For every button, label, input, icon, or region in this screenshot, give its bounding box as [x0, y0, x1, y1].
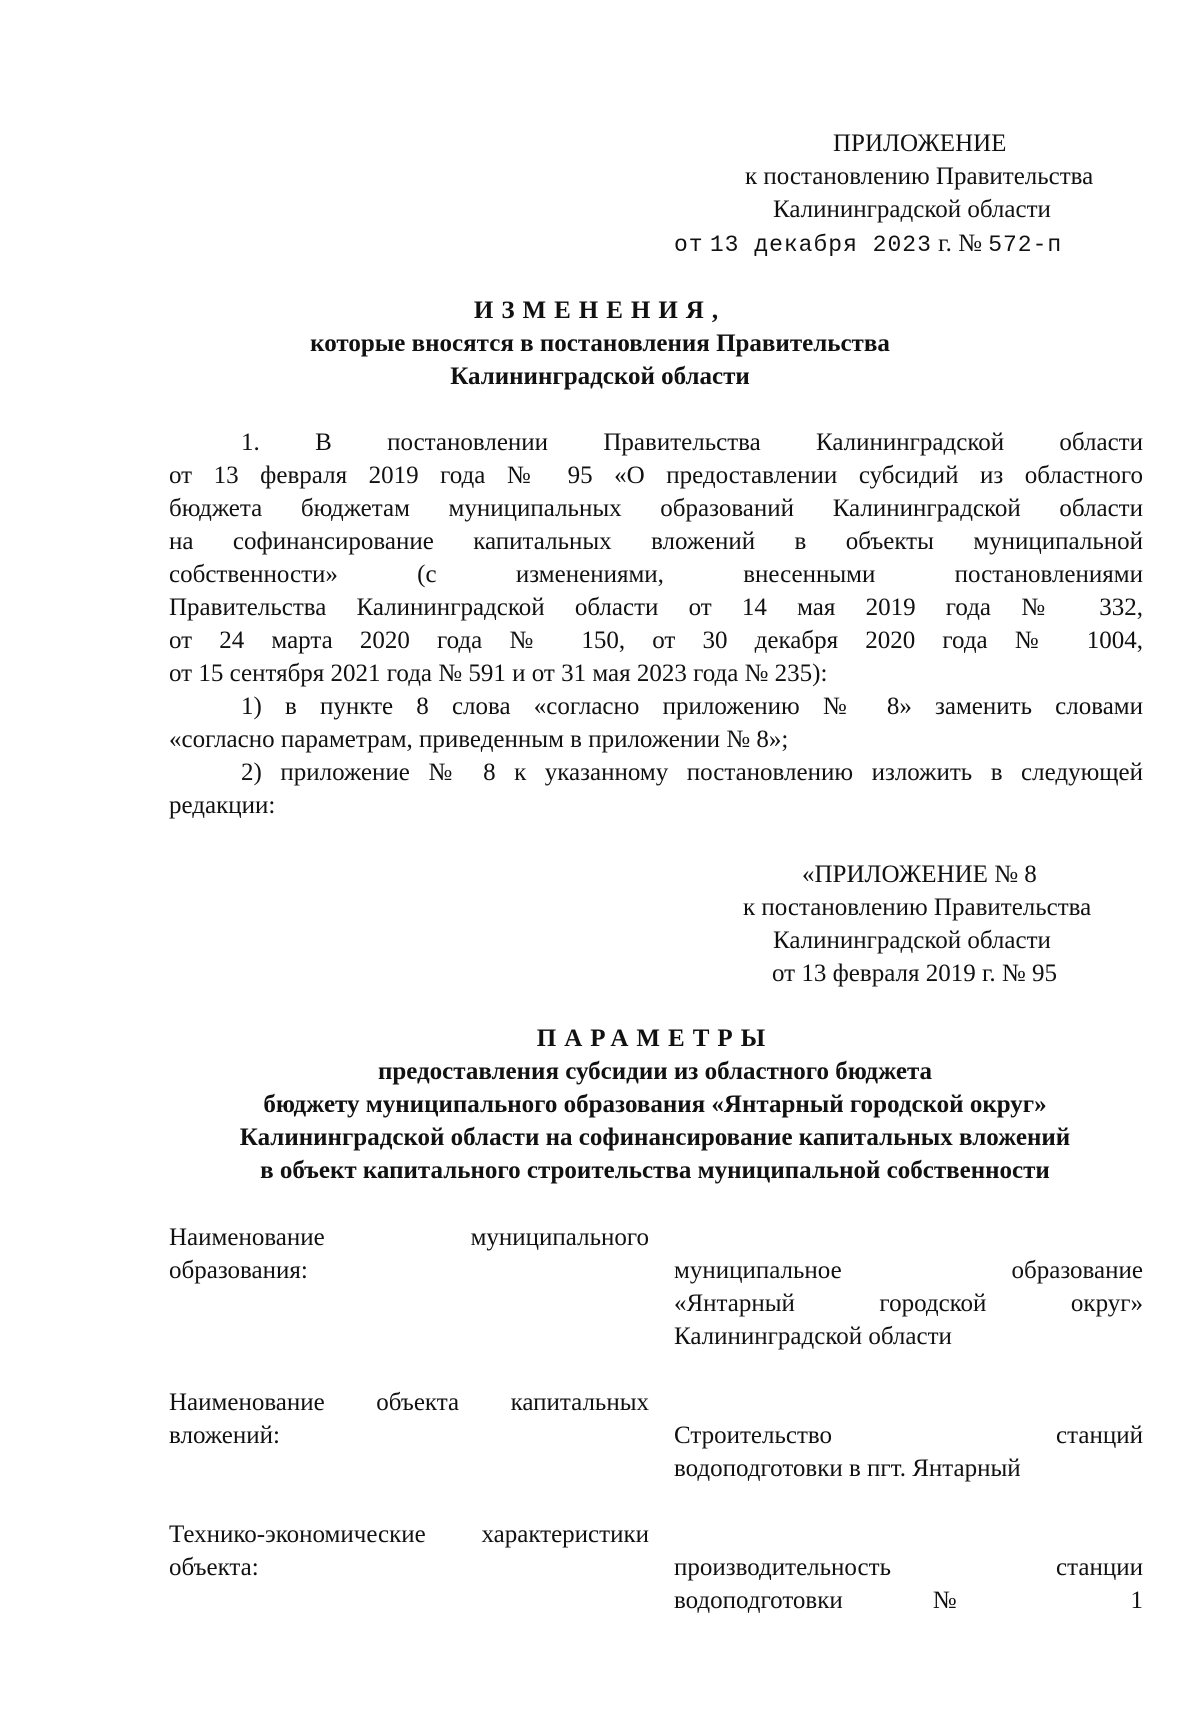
param-value — [674, 1419, 1143, 1485]
appendix8-line1: «ПРИЛОЖЕНИЕ № 8 — [802, 861, 1037, 888]
param-label-line: объекта: — [169, 1554, 259, 1581]
params-line2: предоставления субсидии из областного бюджета — [377, 1058, 933, 1085]
appendix-date — [674, 227, 1062, 262]
param-label-line: образования: — [169, 1257, 308, 1284]
param-value-line: водоподготовки в пгт. Янтарный — [674, 1455, 1021, 1482]
paragraph-1-line: 1. В постановлении Правительства Калининградской области — [241, 429, 1143, 456]
paragraph-1-line: от 13 февраля 2019 года № 95 «О предоставлении субсидий из областного — [169, 462, 1143, 489]
changes-line2: которые вносятся в постановления Правительства — [310, 330, 890, 357]
item-1-line: «согласно параметрам, приведенным в приложении № 8»; — [169, 726, 789, 753]
param-label — [169, 1386, 649, 1452]
params-heading: ПАРАМЕТРЫ — [536, 1025, 774, 1052]
changes-line3: Калининградской области — [450, 363, 750, 390]
item-2 — [169, 756, 1143, 822]
paragraph-1-line: Правительства Калининградской области от 14 мая 2019 года № 332, — [169, 594, 1143, 621]
item-1-line: 1) в пункте 8 слова «согласно приложению № 8» заменить словами — [241, 693, 1143, 720]
appendix8-line2: к постановлению Правительства — [743, 894, 1092, 921]
params-line3: бюджету муниципального образования «Янтарный городской округ» — [263, 1091, 1047, 1118]
appendix8-line3: Калининградской области — [773, 927, 1051, 954]
date-stamp: 13 декабря 2023 — [709, 232, 932, 258]
param-value-line: муниципальное образование — [674, 1257, 1143, 1284]
param-value-line: Калининградской области — [674, 1323, 952, 1350]
param-value-line: Строительство станций — [674, 1422, 1143, 1449]
paragraph-1-line: от 24 марта 2020 года № 150, от 30 декабря 2020 года № 1004, — [169, 627, 1143, 654]
number-stamp: 572-п — [988, 232, 1063, 258]
paragraph-1-line: собственности» (с изменениями, внесенными постановлениями — [169, 561, 1143, 588]
appendix8-line4: от 13 февраля 2019 г. № 95 — [772, 960, 1058, 987]
param-label-line: Наименование муниципального — [169, 1224, 649, 1251]
item-2-line: 2) приложение № 8 к указанному постановлению изложить в следующей — [241, 759, 1143, 786]
date-prefix: от — [674, 232, 704, 258]
paragraph-1-line: на софинансирование капитальных вложений в объекты муниципальной — [169, 528, 1143, 555]
param-value — [674, 1254, 1143, 1353]
changes-heading: ИЗМЕНЕНИЯ, — [473, 297, 727, 324]
appendix-line3: Калининградской области — [773, 196, 1051, 223]
appendix-line2: к постановлению Правительства — [745, 163, 1094, 190]
paragraph-1-line: от 15 сентября 2021 года № 591 и от 31 мая 2023 года № 235): — [169, 660, 828, 687]
item-1 — [169, 690, 1143, 756]
param-value-line: производительность станции — [674, 1554, 1143, 1581]
params-line4: Калининградской области на софинансирование капитальных вложений — [239, 1124, 1071, 1151]
paragraph-1 — [169, 426, 1143, 690]
param-value-line: водоподготовки № 1 — [674, 1587, 1143, 1614]
param-value — [674, 1551, 1143, 1617]
item-2-line: редакции: — [169, 792, 276, 819]
paragraph-1-line: бюджета бюджетам муниципальных образований Калининградской области — [169, 495, 1143, 522]
appendix-title: ПРИЛОЖЕНИЕ — [833, 130, 1007, 157]
param-label-line: вложений: — [169, 1422, 280, 1449]
date-mid: г. № — [938, 230, 982, 257]
param-label — [169, 1518, 649, 1584]
param-label-line: Технико-экономические характеристики — [169, 1521, 649, 1548]
param-label — [169, 1221, 649, 1287]
param-label-line: Наименование объекта капитальных — [169, 1389, 649, 1416]
params-line5: в объект капитального строительства муниципальной собственности — [260, 1157, 1050, 1184]
param-value-line: «Янтарный городской округ» — [674, 1290, 1143, 1317]
